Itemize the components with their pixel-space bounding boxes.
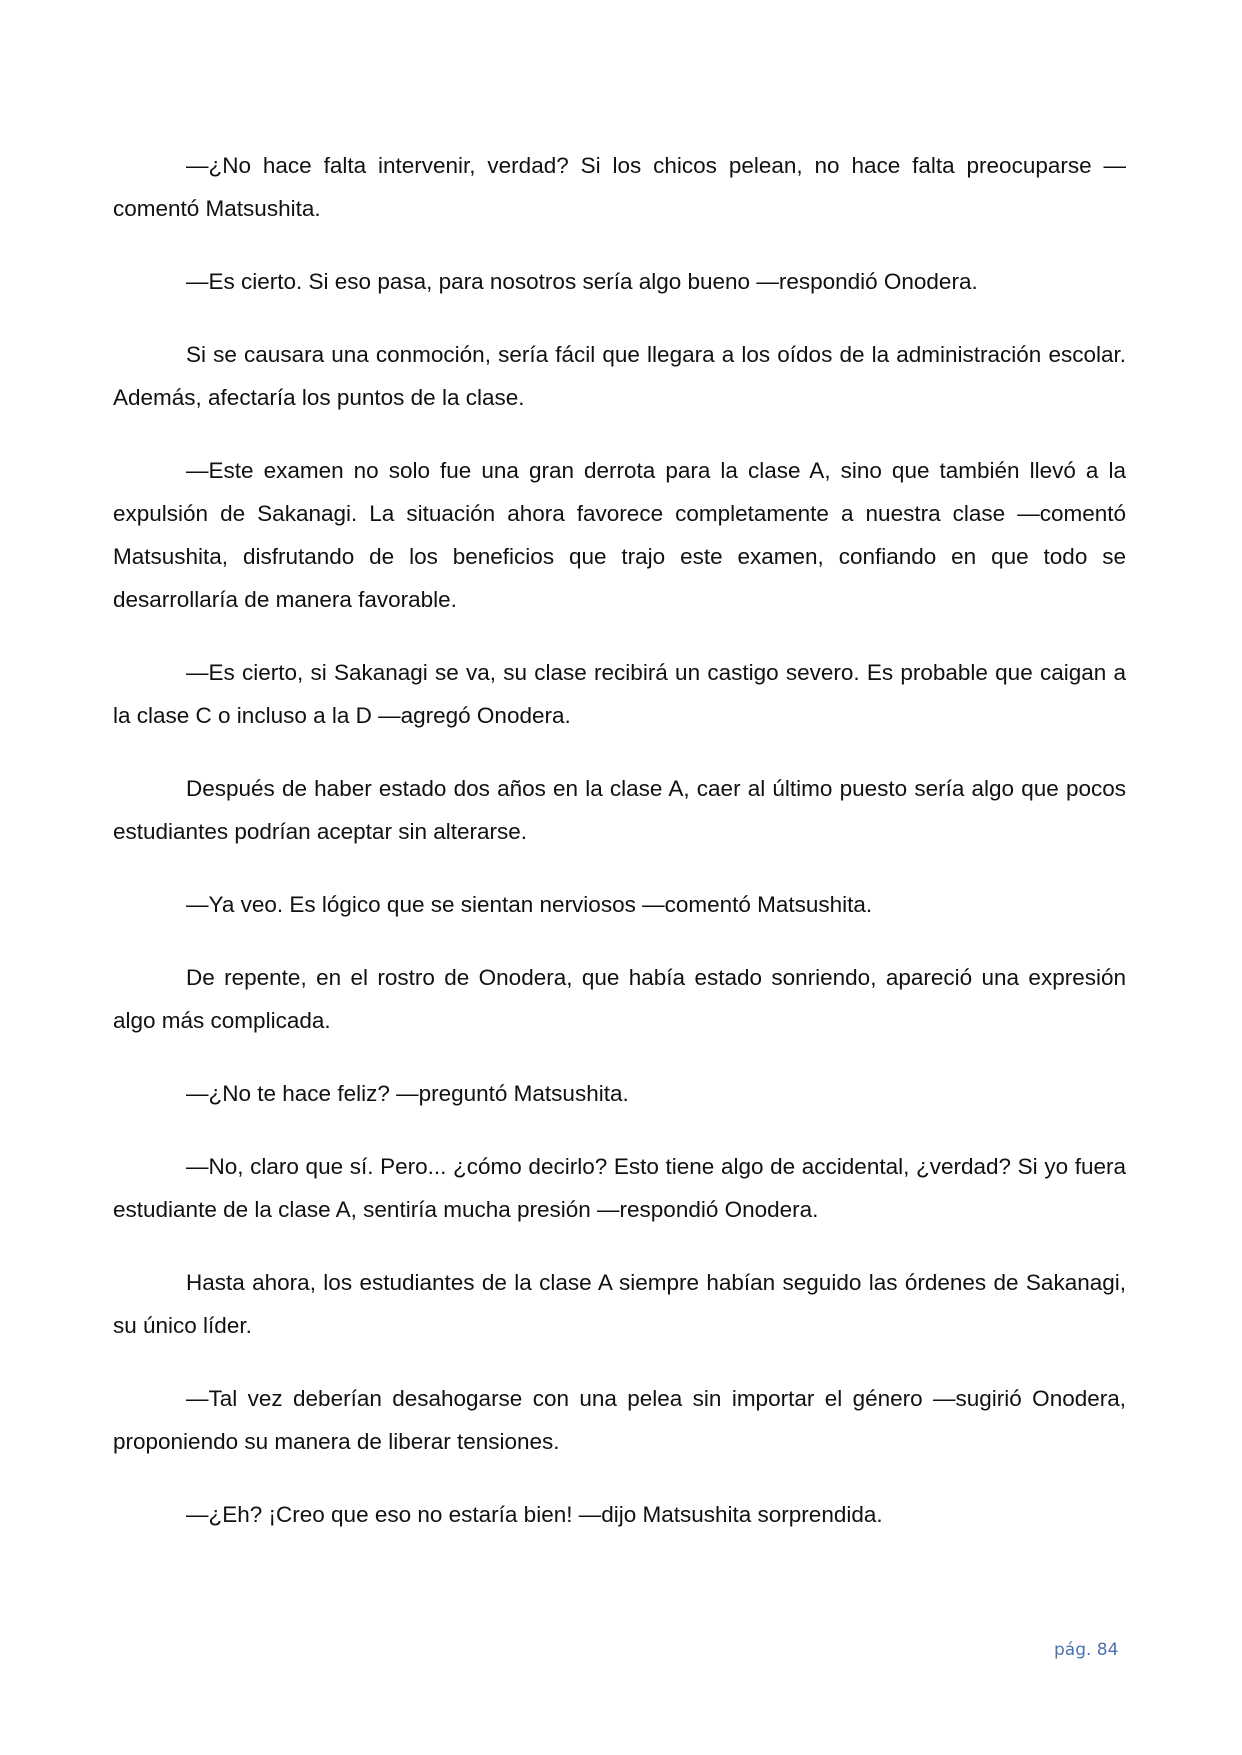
paragraph: —Ya veo. Es lógico que se sientan nerviosos —comentó Matsushita. [186,892,873,917]
paragraph: Hasta ahora, los estudiantes de la clase A siempre habían seguido las órdenes de Sakanagi, su único líder. [113,1270,1126,1338]
paragraph: —¿No hace falta intervenir, verdad? Si los chicos pelean, no hace falta preocuparse —comentó Matsushita. [113,153,1126,221]
paragraph: —¿Eh? ¡Creo que eso no estaría bien! —dijo Matsushita sorprendida. [186,1502,883,1527]
paragraph: De repente, en el rostro de Onodera, que había estado sonriendo, apareció una expresión algo más complicada. [113,965,1126,1033]
paragraph: —¿No te hace feliz? —preguntó Matsushita. [186,1081,629,1106]
paragraph: Si se causara una conmoción, sería fácil que llegara a los oídos de la administración escolar. Además, afectaría los puntos de la clase. [113,342,1126,410]
body-text [113,144,1126,1566]
paragraph: —No, claro que sí. Pero... ¿cómo decirlo? Esto tiene algo de accidental, ¿verdad? Si yo fuera estudiante de la clase A, sentiría mucha presión —respondió Onodera. [113,1154,1126,1222]
page-number: pág. 84 [1054,1640,1119,1660]
paragraph: Después de haber estado dos años en la clase A, caer al último puesto sería algo que pocos estudiantes podrían aceptar sin alterarse. [113,776,1126,844]
paragraph: —Es cierto. Si eso pasa, para nosotros sería algo bueno —respondió Onodera. [186,269,978,294]
paragraph: —Es cierto, si Sakanagi se va, su clase recibirá un castigo severo. Es probable que caigan a la clase C o incluso a la D —agregó Onodera. [113,660,1126,728]
paragraph: —Este examen no solo fue una gran derrota para la clase A, sino que también llevó a la expulsión de Sakanagi. La situación ahora favorece completamente a nuestra clase —comentó Matsushita, disfrutando de los beneficios que trajo este examen, confiando en que todo se desarrollaría de manera favorable. [113,458,1126,612]
paragraph: —Tal vez deberían desahogarse con una pelea sin importar el género —sugirió Onodera, proponiendo su manera de liberar tensiones. [113,1386,1126,1454]
